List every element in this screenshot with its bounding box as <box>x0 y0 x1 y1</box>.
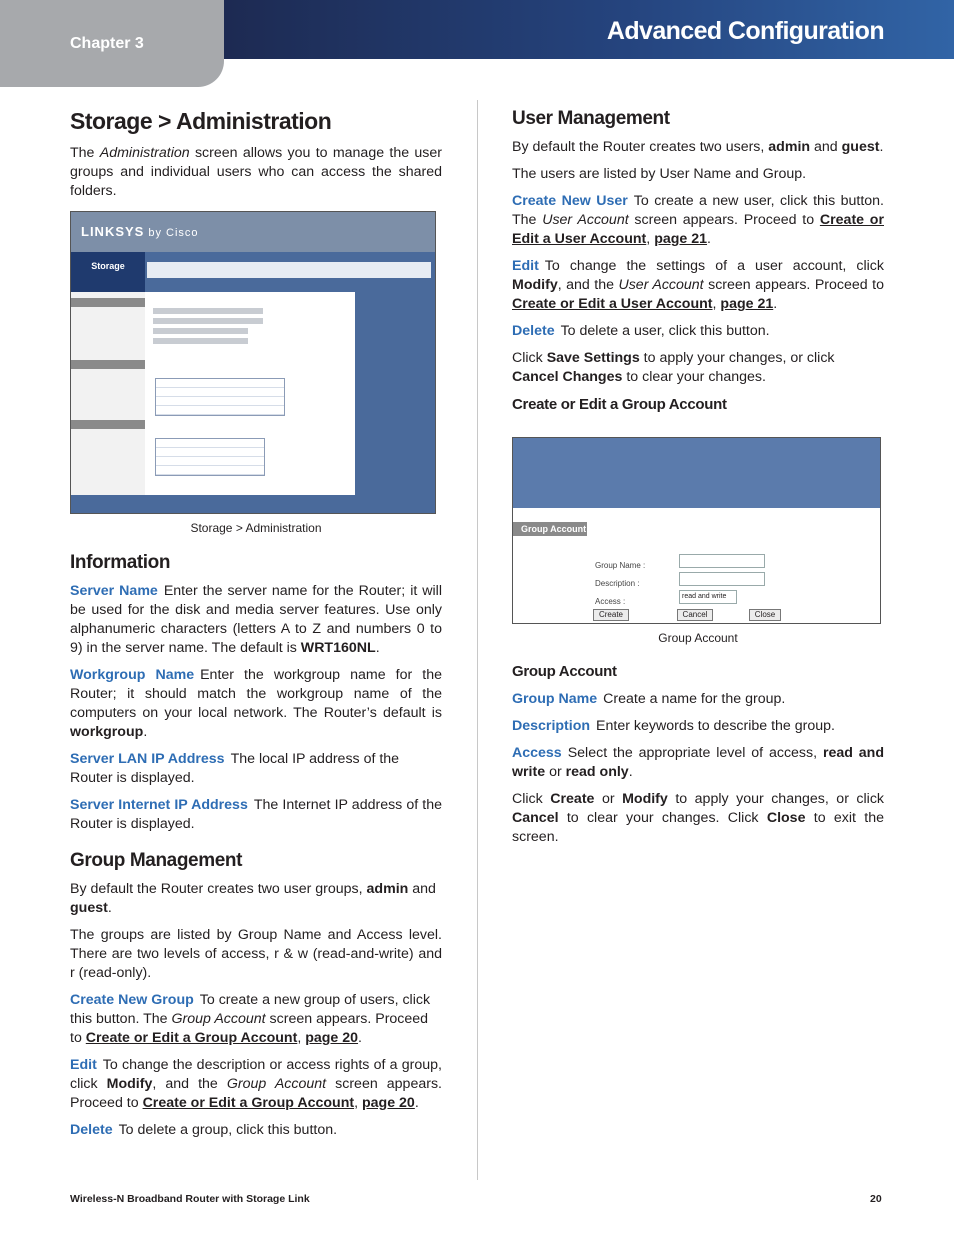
link-page-20[interactable]: page 20 <box>361 1095 415 1111</box>
link-create-edit-user[interactable]: Create or Edit a User Account <box>512 296 713 312</box>
screenshot-close-button: Close <box>749 609 781 621</box>
workgroup-name-paragraph: Workgroup Name Enter the workgroup name for the Router; it should match the workgroup name of the computers on your local network. The Router’s default is workgroup. <box>70 667 442 740</box>
create-new-user-paragraph: Create New User To create a new user, click this button. The User Account screen appears. Proceed to Create or Edit a User Account, page 21. <box>512 193 884 247</box>
screenshot-description-field <box>679 572 765 586</box>
screenshot-section-label: Storage <box>71 252 145 292</box>
group-name-paragraph: Group Name Create a name for the group. <box>512 691 786 707</box>
screenshot-group-name-field <box>679 554 765 568</box>
screenshot-access-label: Access : <box>595 597 626 606</box>
right-column <box>512 106 884 855</box>
group-management-heading: Group Management <box>70 850 243 871</box>
header-bar <box>224 0 954 59</box>
edit-group-paragraph: Edit To change the description or access rights of a group, click Modify, and the Group Account screen appears. Proceed to Create or Edit a Group Account, page 20. <box>70 1057 442 1111</box>
save-settings-paragraph: Click Save Settings to apply your changes, or click Cancel Changes to clear your changes. <box>512 350 835 385</box>
screenshot-form <box>153 308 353 348</box>
screenshot-description-label: Description : <box>595 579 640 588</box>
user-listed-paragraph: The users are listed by User Name and Group. <box>512 166 807 182</box>
server-lan-ip-paragraph: Server LAN IP Address The local IP address of the Router is displayed. <box>70 751 400 786</box>
chapter-label: Chapter 3 <box>70 35 144 52</box>
screenshot-cancel-button: Cancel <box>677 609 713 621</box>
user-management-heading: User Management <box>512 108 670 129</box>
figure-caption: Storage > Administration <box>190 521 322 535</box>
edit-user-paragraph: Edit To change the settings of a user account, click Modify, and the User Account screen appears. Proceed to Create or Edit a User Account, page 21. <box>512 258 884 312</box>
screenshot-sidebar <box>71 292 145 513</box>
footer-product: Wireless-N Broadband Router with Storage Link <box>70 1193 310 1205</box>
screenshot-access-select: read and write <box>679 590 737 604</box>
storage-admin-screenshot <box>70 211 436 514</box>
link-page-20[interactable]: page 20 <box>305 1030 359 1046</box>
screenshot-create-button: Create <box>593 609 629 621</box>
footer-page-number: 20 <box>870 1193 882 1205</box>
group-default-paragraph: By default the Router creates two user groups, admin and guest. <box>70 881 436 916</box>
link-create-edit-group[interactable]: Create or Edit a Group Account <box>142 1095 355 1111</box>
create-new-group-paragraph: Create New Group To create a new group of users, click this button. The Group Account screen appears. Proceed to Create or Edit a Group Account, page 20. <box>70 992 431 1046</box>
link-create-edit-user[interactable]: Create or Edit a User Account <box>512 212 884 247</box>
information-heading: Information <box>70 552 171 573</box>
screenshot-group-table <box>155 378 285 416</box>
delete-user-paragraph: Delete To delete a user, click this button. <box>512 323 770 339</box>
screenshot-group-account-label: Group Account <box>513 522 587 536</box>
link-page-21[interactable]: page 21 <box>720 296 774 312</box>
page-title: Storage > Administration <box>70 108 332 134</box>
server-name-paragraph: Server Name Enter the server name for the Router; it will be used for the disk and media server features. Use only alphanumeric characters (letters A to Z and numbers 0 to 9) in the server name. The default is WRT160NL. <box>70 583 442 656</box>
click-create-paragraph: Click Create or Modify to apply your changes, or click Cancel to clear your changes. Click Close to exit the screen. <box>512 791 885 845</box>
left-column <box>70 106 442 1148</box>
access-paragraph: Access Select the appropriate level of access, read and write or read only. <box>512 745 884 780</box>
link-create-edit-group[interactable]: Create or Edit a Group Account <box>85 1030 298 1046</box>
column-divider <box>477 100 478 1180</box>
description-paragraph: Description Enter keywords to describe the group. <box>512 718 835 734</box>
intro-paragraph: The Administration screen allows you to manage the user groups and individual users who can access the shared folders. <box>70 145 443 199</box>
create-edit-group-subheading: Create or Edit a Group Account <box>512 396 727 413</box>
screenshot-tabs <box>147 262 431 278</box>
figure-caption: Group Account <box>658 631 738 645</box>
delete-group-paragraph: Delete To delete a group, click this button. <box>70 1122 338 1138</box>
chapter-tab <box>0 0 224 87</box>
group-account-heading: Group Account <box>512 663 617 680</box>
screenshot-group-name-label: Group Name : <box>595 561 646 570</box>
screenshot-user-table <box>155 438 265 476</box>
link-page-21[interactable]: page 21 <box>654 231 708 247</box>
server-internet-ip-paragraph: Server Internet IP Address The Internet IP address of the Router is displayed. <box>70 797 442 832</box>
header-title: Advanced Configuration <box>606 17 884 45</box>
linksys-logo: LINKSYS by Cisco <box>81 224 199 239</box>
user-default-paragraph: By default the Router creates two users, admin and guest. <box>512 139 884 155</box>
group-account-screenshot <box>512 437 881 624</box>
group-levels-paragraph: The groups are listed by Group Name and Access level. There are two levels of access, r & w (read-and-write) and r (read-only). <box>70 927 442 981</box>
